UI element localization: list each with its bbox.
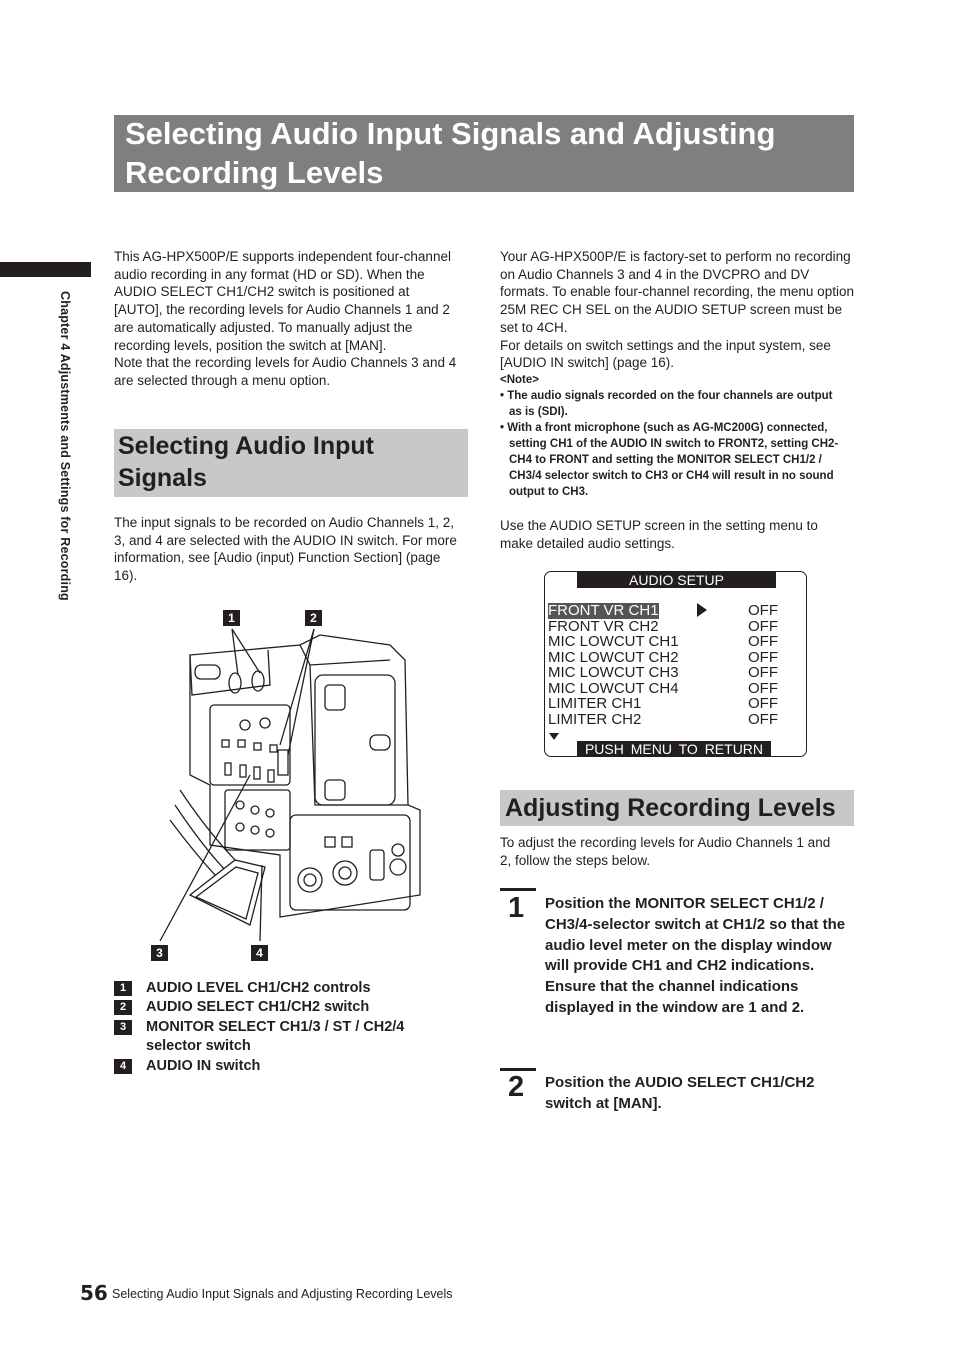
legend-text: MONITOR SELECT CH1/3 / ST / CH2/4 selector switch bbox=[146, 1018, 405, 1055]
intro-paragraph-1: This AG-HPX500P/E supports independent four-channel audio recording in any format (HD or SD). When the AUDIO SELECT CH1/CH2 switch is positioned at [AUTO], the recording levels for Audio Channels 1 and 2 are automatically adjusted. To manually adjust the recording levels, position the switch at [MAN]. bbox=[114, 249, 451, 353]
figure-callout-4: 4 bbox=[251, 945, 268, 961]
menu-row bbox=[548, 603, 778, 619]
menu-row-value: OFF bbox=[748, 664, 778, 681]
legend-number: 3 bbox=[114, 1020, 132, 1035]
legend-text: AUDIO SELECT CH1/CH2 switch bbox=[146, 999, 370, 1016]
step-number: 1 bbox=[508, 892, 525, 924]
figure-callout-1: 1 bbox=[223, 610, 240, 626]
menu-row bbox=[548, 619, 778, 635]
menu-row-label: LIMITER CH1 bbox=[548, 695, 642, 712]
page-title: Selecting Audio Input Signals and Adjusting Recording Levels bbox=[125, 116, 776, 190]
cursor-arrow-right-icon bbox=[696, 602, 708, 618]
note-item: • With a front microphone (such as AG-MC200G) connected, setting CH1 of the AUDIO IN switch to FRONT2, setting CH2-CH4 to FRONT and setting the MONITOR SELECT CH1/2 / CH3/4 selector switch to CH3 or CH4 will result in no sound output to CH3. bbox=[500, 422, 839, 498]
menu-row bbox=[548, 650, 778, 666]
menu-row-value: OFF bbox=[748, 679, 778, 697]
page-number: 56 bbox=[80, 1281, 108, 1305]
legend-item bbox=[114, 1018, 464, 1057]
note-block bbox=[500, 372, 845, 500]
menu-row-label: LIMITER CH2 bbox=[548, 710, 642, 728]
right-intro-paragraph-2: For details on switch settings and the input system, see [AUDIO IN switch] (page 16). bbox=[500, 337, 831, 371]
section-heading-adjust: Adjusting Recording Levels bbox=[505, 794, 836, 822]
section-heading-select: Selecting Audio Input Signals bbox=[118, 432, 375, 492]
step-rule bbox=[500, 888, 536, 891]
step-text: Position the MONITOR SELECT CH1/2 / CH3/4-selector switch at CH1/2 so that the audio level meter on the display window will provide CH1 and CH2 indications. Ensure that the channel indications displayed in the window are 1 and 2. bbox=[545, 895, 846, 1016]
right-intro-paragraph-1: Your AG-HPX500P/E is factory-set to perform no recording on Audio Channels 3 and 4 in the DVCPRO and DV formats. To enable four-channel recording, the menu option 25M REC CH SEL on the AUDIO SETUP screen must be set to 4CH. bbox=[500, 249, 854, 335]
legend-item bbox=[114, 998, 464, 1017]
chapter-tab-marker bbox=[0, 262, 91, 277]
section-adjust-intro: To adjust the recording levels for Audio Channels 1 and 2, follow the steps below. bbox=[500, 835, 831, 868]
note-label: <Note> bbox=[500, 374, 539, 386]
scroll-down-arrow-icon bbox=[548, 732, 560, 741]
menu-row-label: MIC LOWCUT CH3 bbox=[548, 664, 679, 681]
right-intro-text bbox=[500, 248, 854, 372]
menu-row-label: MIC LOWCUT CH4 bbox=[548, 679, 679, 697]
legend-text: AUDIO LEVEL CH1/CH2 controls bbox=[146, 980, 371, 996]
chapter-side-label: Chapter 4 Adjustments and Settings for Recording bbox=[58, 291, 72, 601]
menu-row-label: MIC LOWCUT CH2 bbox=[548, 648, 679, 666]
legend-number: 2 bbox=[114, 1000, 132, 1015]
figure-callout-2: 2 bbox=[305, 610, 322, 626]
section-select-body: The input signals to be recorded on Audio Channels 1, 2, 3, and 4 are selected with the AUDIO IN switch. For more information, see [Audio (input) Function Section] (page 16). bbox=[114, 515, 457, 584]
setup-instruction: Use the AUDIO SETUP screen in the setting menu to make detailed audio settings. bbox=[500, 518, 818, 551]
menu-row bbox=[548, 634, 778, 650]
intro-paragraph-2: Note that the recording levels for Audio Channels 3 and 4 are selected through a menu option. bbox=[114, 355, 457, 388]
menu-row-value: OFF bbox=[748, 602, 778, 619]
menu-row-label: MIC LOWCUT CH1 bbox=[548, 633, 679, 650]
menu-row-value: OFF bbox=[748, 695, 778, 712]
menu-row-label: FRONT VR CH2 bbox=[548, 617, 659, 635]
menu-row bbox=[548, 665, 778, 681]
menu-row-value: OFF bbox=[748, 633, 778, 650]
menu-row-value: OFF bbox=[748, 710, 778, 728]
step-number: 2 bbox=[508, 1071, 525, 1103]
legend-number: 4 bbox=[114, 1059, 132, 1074]
menu-row-value: OFF bbox=[748, 648, 778, 666]
legend-number: 1 bbox=[114, 981, 132, 996]
menu-header: AUDIO SETUP bbox=[577, 572, 776, 588]
intro-text bbox=[114, 248, 459, 390]
legend-item bbox=[114, 979, 464, 998]
figure-legend bbox=[114, 979, 464, 1076]
menu-rows bbox=[548, 603, 778, 727]
step-text: Position the AUDIO SELECT CH1/CH2 switch at [MAN]. bbox=[545, 1074, 815, 1112]
camera-side-panel-illustration bbox=[150, 605, 445, 965]
menu-row bbox=[548, 696, 778, 712]
menu-row bbox=[548, 712, 778, 728]
legend-item bbox=[114, 1057, 464, 1076]
menu-row-value: OFF bbox=[748, 617, 778, 635]
menu-row-label: FRONT VR CH1 bbox=[548, 602, 659, 619]
figure-callout-3: 3 bbox=[151, 945, 168, 961]
menu-row bbox=[548, 681, 778, 697]
legend-text: AUDIO IN switch bbox=[146, 1057, 261, 1074]
footer-title: Selecting Audio Input Signals and Adjusting Recording Levels bbox=[112, 1287, 453, 1301]
menu-footer: PUSH MENU TO RETURN bbox=[577, 741, 771, 757]
note-item: • The audio signals recorded on the four channels are output as is (SDI). bbox=[500, 390, 833, 418]
